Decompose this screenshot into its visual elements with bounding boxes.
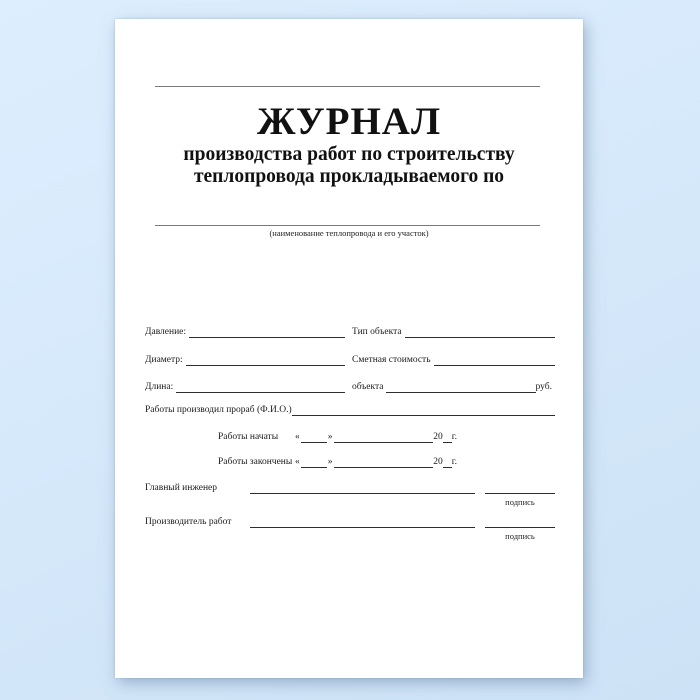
- works-finished-label: Работы закончены: [218, 457, 293, 467]
- finished-month-fill-line: [334, 457, 434, 468]
- started-year-suffix: г.: [451, 432, 457, 442]
- object-type-field: [352, 327, 555, 338]
- object-label: объекта: [352, 382, 384, 392]
- page-subtitle-line1: производства работ по строительству: [183, 144, 515, 165]
- object-type-label: Тип объекта: [352, 327, 402, 337]
- form-row-works-producer: [145, 517, 555, 542]
- name-fill-line: [155, 225, 540, 226]
- finished-day-fill-line: [301, 457, 327, 468]
- diameter-fill-line: [186, 355, 345, 366]
- object-cost-field: [352, 382, 555, 393]
- foreman-fill-line: [292, 405, 555, 416]
- works-producer-label: Производитель работ: [145, 517, 232, 527]
- form-row-chief-engineer: [145, 483, 555, 508]
- quote-close: »: [327, 432, 333, 442]
- object-cost-fill-line: [386, 382, 535, 393]
- form-row-works-started: [218, 432, 457, 443]
- diameter-label: Диаметр:: [145, 355, 183, 365]
- started-year-prefix: 20: [433, 432, 443, 442]
- quote-open: «: [295, 457, 300, 467]
- pressure-fill-line: [189, 327, 345, 338]
- page-subtitle-line2: теплопровода прокладываемого по: [193, 166, 505, 187]
- diameter-field: [145, 355, 345, 366]
- finished-year-prefix: 20: [433, 457, 443, 467]
- length-field: [145, 382, 345, 393]
- object-type-fill-line: [405, 327, 555, 338]
- finished-year-suffix: г.: [451, 457, 457, 467]
- title-block: [115, 100, 583, 188]
- name-line-caption: (наименование теплопровода и его участок): [269, 228, 429, 238]
- pressure-label: Давление:: [145, 327, 187, 337]
- form-row-diameter-cost: [145, 355, 555, 366]
- signature-caption: подпись: [505, 531, 535, 541]
- length-label: Длина:: [145, 382, 174, 392]
- works-started-label: Работы начаты: [218, 432, 279, 442]
- started-year-fill-line: [443, 432, 452, 443]
- form-row-length-object: [145, 382, 555, 393]
- foreman-label: Работы производил прораб (Ф.И.О.): [145, 405, 292, 415]
- works-producer-signature-line: [485, 517, 555, 528]
- cost-fill-line: [434, 355, 555, 366]
- top-rule-line: [155, 86, 540, 87]
- chief-engineer-signature-block: [485, 483, 555, 508]
- chief-engineer-label: Главный инженер: [145, 483, 218, 493]
- form-row-foreman: [145, 405, 555, 416]
- works-producer-name-line: [250, 517, 475, 528]
- signature-caption: подпись: [505, 497, 535, 507]
- length-fill-line: [176, 382, 345, 393]
- journal-cover-page: [115, 19, 583, 678]
- finished-year-fill-line: [443, 457, 452, 468]
- chief-engineer-name-line: [250, 483, 475, 494]
- cost-label: Сметная стоимость: [352, 355, 431, 365]
- pressure-field: [145, 327, 345, 338]
- currency-label: руб.: [535, 382, 552, 392]
- quote-open: «: [295, 432, 300, 442]
- form-row-works-finished: [218, 457, 457, 468]
- started-day-fill-line: [301, 432, 327, 443]
- chief-engineer-signature-line: [485, 483, 555, 494]
- page-title: ЖУРНАЛ: [256, 100, 441, 143]
- quote-close: »: [327, 457, 333, 467]
- cost-field: [352, 355, 555, 366]
- works-producer-signature-block: [485, 517, 555, 542]
- started-month-fill-line: [334, 432, 434, 443]
- form-row-pressure-objecttype: [145, 327, 555, 338]
